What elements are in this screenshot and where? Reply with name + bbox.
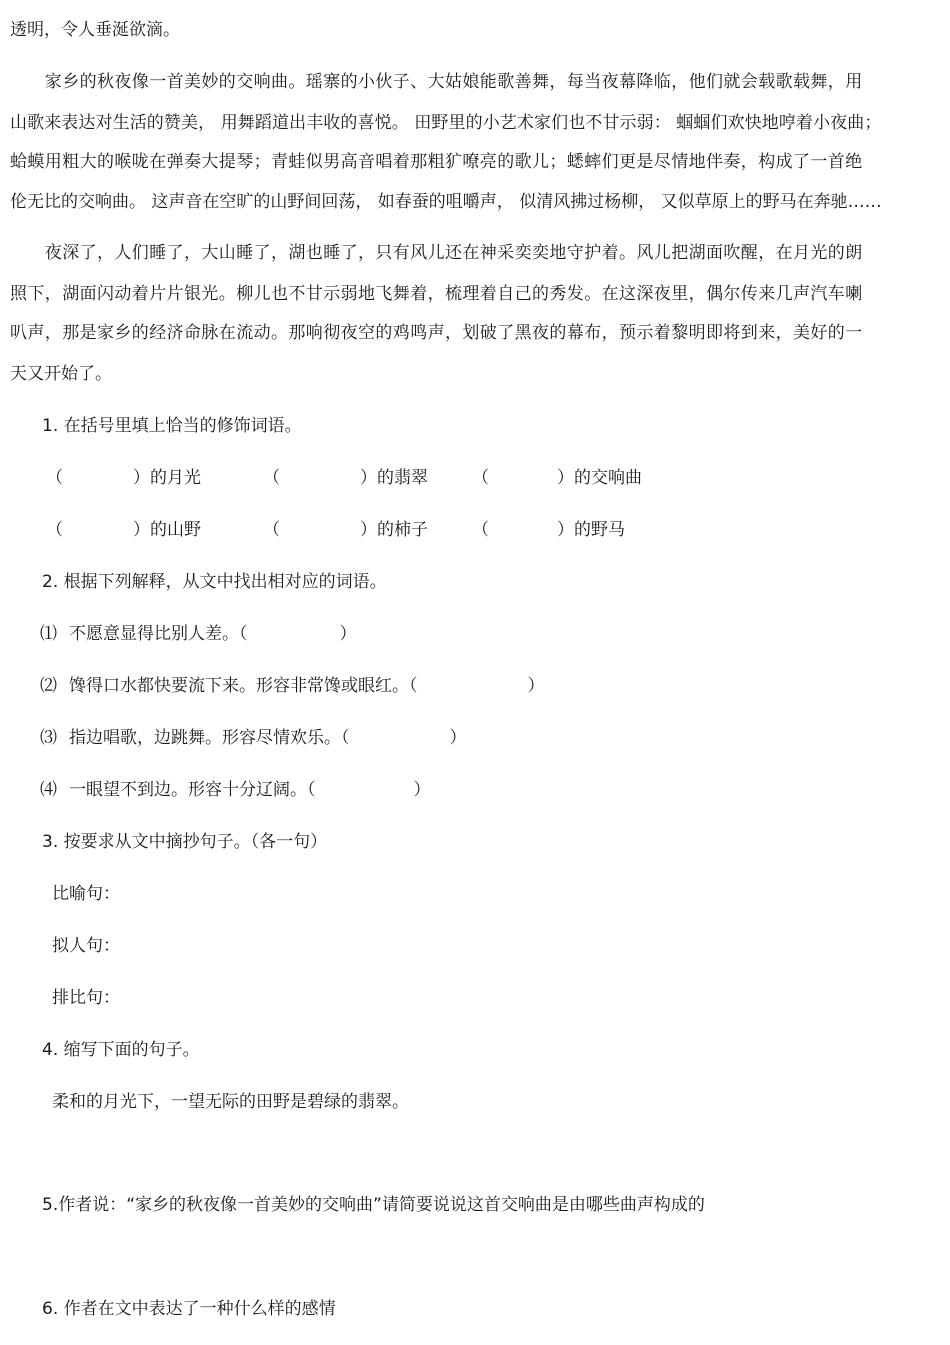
item-number: ⑴: [40, 624, 57, 644]
passage-line-3: 山歌来表达对生活的赞美， 用舞蹈道出丰收的喜悦。 田野里的小艺术家们也不甘示弱： 蝈蝈们欢快地哼着小夜曲；: [10, 113, 882, 133]
item-number: ⑵: [40, 676, 57, 696]
question-2-item-1: [40, 622, 357, 646]
passage-line-1: 透明，令人垂涎欲滴。: [10, 20, 180, 40]
blank-suffix: ）的月光: [133, 468, 201, 488]
question-1-prompt: 1. 在括号里填上恰当的修饰词语。: [42, 416, 302, 436]
question-2-item-2: [40, 674, 545, 698]
close-paren: ）: [413, 780, 431, 800]
question-6-prompt: 6. 作者在文中表达了一种什么样的感情: [42, 1299, 336, 1319]
blank-suffix: ）的山野: [133, 520, 201, 540]
item-text: 指边唱歌，边跳舞。形容尽情欢乐。（: [69, 728, 350, 748]
open-paren: （: [263, 520, 280, 540]
open-paren: （: [46, 520, 63, 540]
blank-suffix: ）的交响曲: [557, 468, 642, 488]
question-5-prompt: 5.作者说：“家乡的秋夜像一首美妙的交响曲”请简要说说这首交响曲是由哪些曲声构成的: [42, 1195, 705, 1215]
question-2-prompt: 2. 根据下列解释，从文中找出相对应的词语。: [42, 572, 387, 592]
open-paren: （: [472, 468, 489, 488]
passage-line-6: 夜深了，人们睡了，大山睡了，湖也睡了，只有风儿还在神采奕奕地守护着。风儿把湖面吹醒，在月光的朗: [10, 243, 863, 263]
question-1-row-2: [46, 518, 625, 542]
question-1-row-1: [46, 466, 642, 490]
passage-line-4: 蛤蟆用粗大的喉咙在弹奏大提琴；青蛙似男高音唱着那粗犷嘹亮的歌儿；蟋蟀们更是尽情地伴奏，构成了一首绝: [10, 152, 863, 172]
simile-label: 比喻句：: [52, 884, 120, 904]
item-text: 不愿意显得比别人差。（: [69, 624, 248, 644]
close-paren: ）: [527, 676, 545, 696]
parallelism-label: 排比句：: [52, 988, 120, 1008]
item-text: 一眼望不到边。形容十分辽阔。（: [69, 780, 316, 800]
item-number: ⑶: [40, 728, 57, 748]
item-text: 馋得口水都快要流下来。形容非常馋或眼红。（: [69, 676, 418, 696]
open-paren: （: [263, 468, 280, 488]
passage-line-2: 家乡的秋夜像一首美妙的交响曲。瑶寨的小伙子、大姑娘能歌善舞，每当夜幕降临，他们就会载歌载舞，用: [10, 72, 863, 92]
blank-suffix: ）的柿子: [360, 520, 428, 540]
question-2-item-4: [40, 778, 431, 802]
passage-line-7: 照下，湖面闪动着片片银光。柳儿也不甘示弱地飞舞着，梳理着自己的秀发。在这深夜里，偶尔传来几声汽车喇: [10, 284, 863, 304]
close-paren: ）: [339, 624, 357, 644]
passage-line-5: 伦无比的交响曲。 这声音在空旷的山野间回荡， 如春蚕的咀嚼声， 似清风拂过杨柳， 又似草原上的野马在奔驰……: [10, 192, 882, 212]
open-paren: （: [472, 520, 489, 540]
blank-suffix: ）的翡翠: [360, 468, 428, 488]
question-2-item-3: [40, 726, 467, 750]
question-3-prompt: 3. 按要求从文中摘抄句子。（各一句）: [42, 832, 328, 852]
passage-line-8: 叭声，那是家乡的经济命脉在流动。那响彻夜空的鸡鸣声，划破了黑夜的幕布，预示着黎明即将到来，美好的一: [10, 323, 863, 343]
open-paren: （: [46, 468, 63, 488]
question-4-sentence: 柔和的月光下，一望无际的田野是碧绿的翡翠。: [52, 1092, 409, 1112]
question-4-prompt: 4. 缩写下面的句子。: [42, 1040, 200, 1060]
blank-suffix: ）的野马: [557, 520, 625, 540]
passage-line-9: 天又开始了。: [10, 364, 112, 384]
item-number: ⑷: [40, 780, 57, 800]
close-paren: ）: [449, 728, 467, 748]
personification-label: 拟人句：: [52, 936, 120, 956]
